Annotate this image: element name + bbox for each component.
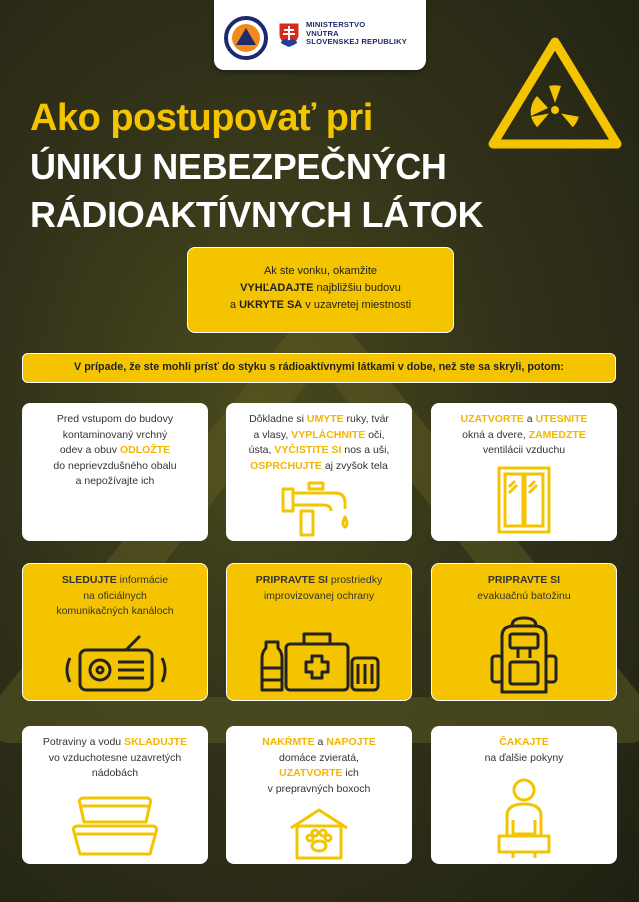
card-close-windows: UZATVORTE a UTESNITE okná a dvere, ZAMEDZTE ventilácii vzduchu (431, 403, 617, 541)
waiting-person-icon (491, 776, 557, 860)
faucet-icon (279, 481, 359, 537)
card-wait: ČAKAJTE na ďalšie pokyny (431, 726, 617, 864)
card-pets: NAKŔMTE a NAPOJTE domáce zvieratá, UZATVORTE ich v prepravných boxoch (226, 726, 412, 864)
food-containers-icon (70, 792, 160, 858)
title-line-2: ÚNIKU NEBEZPEČNÝCH (30, 146, 447, 187)
intro-line-1: Ak ste vonku, okamžite (263, 265, 378, 277)
card-protection-supplies: PRIPRAVTE SI prostriedky improvizovanej ochrany (226, 563, 412, 701)
instruction-bar: V prípade, že ste mohli prísť do styku s rádioaktívnymi látkami v dobe, než ste sa skryli, potom: (22, 353, 616, 383)
intro-box (187, 247, 454, 333)
window-icon (496, 465, 552, 535)
radiation-warning-icon (488, 36, 622, 150)
slovak-crest-icon (278, 22, 300, 48)
title-line-1: Ako postupovať pri (30, 97, 373, 139)
title-line-3: RÁDIOAKTÍVNYCH LÁTOK (30, 194, 484, 235)
card-wash: Dôkladne si UMYTE ruky, tvár a vlasy, VYPLÁCHNITE oči, ústa, VYČISTITE SI nos a uši, OSPRCHUJTE aj zvyšok tela (226, 403, 412, 541)
ministry-name: MINISTERSTVO VNÚTRA SLOVENSKEJ REPUBLIKY (306, 20, 408, 47)
intro-line-2: VYHĽADAJTE najbližšiu budovu (240, 282, 401, 294)
card-follow-info: SLEDUJTE informácie na oficiálnych komunikačných kanáloch (22, 563, 208, 701)
intro-line-3: a UKRYTE SA v uzavretej miestnosti (229, 299, 412, 311)
pet-carrier-icon (287, 806, 351, 860)
card-store-food: Potraviny a vodu SKLADUJTE vo vzduchotesne uzavretých nádobách (22, 726, 208, 864)
card-remove-clothes: Pred vstupom do budovy kontaminovaný vrchný odev a obuv ODLOŽTE do neprievzdušného obalu a nepožívajte ich (22, 403, 208, 541)
backpack-icon (488, 614, 560, 696)
card-evacuation-bag: PRIPRAVTE SI evakuačnú batožinu (431, 563, 617, 701)
civil-protection-logo-icon (224, 16, 268, 60)
logo-header (214, 0, 426, 70)
first-aid-kit-icon (254, 620, 384, 694)
radio-icon (60, 632, 170, 694)
